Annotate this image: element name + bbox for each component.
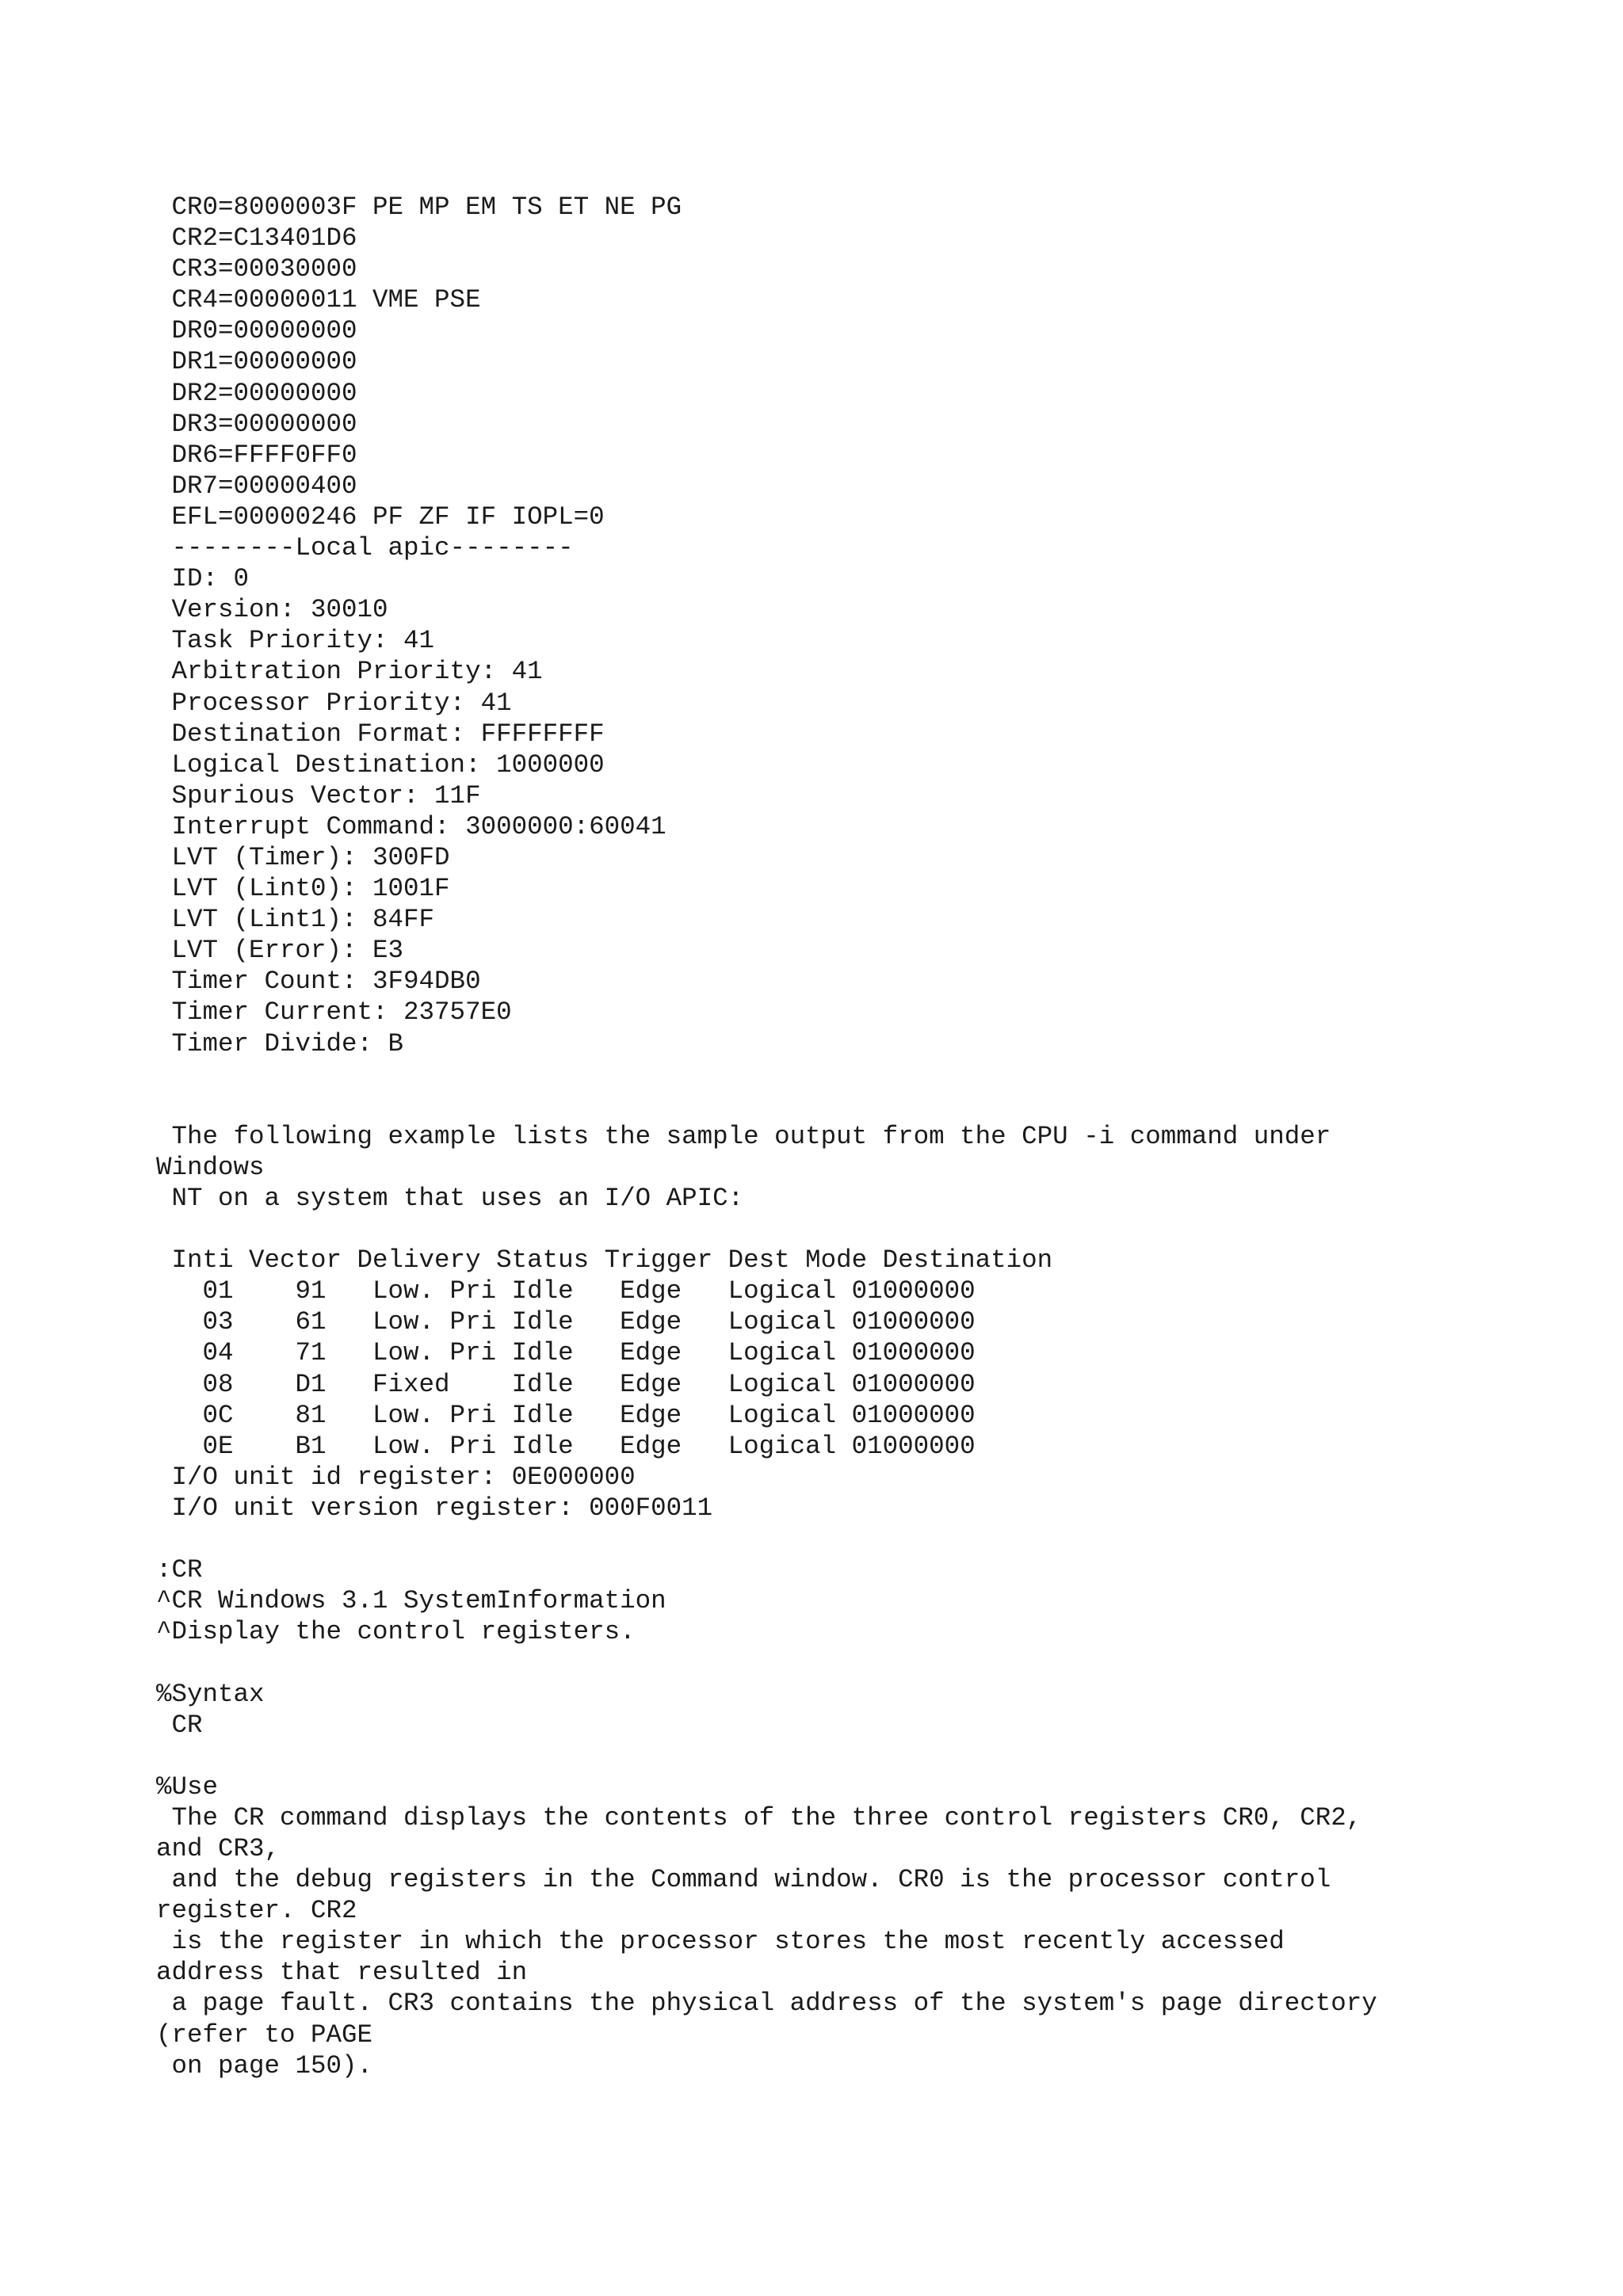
text-line: and the debug registers in the Command window. CR0 is the processor control (156, 1865, 1331, 1895)
text-line: DR2=00000000 (156, 378, 357, 408)
text-line (156, 1214, 1377, 1245)
text-line: 01 91 Low. Pri Idle Edge Logical 01000000 (156, 1276, 976, 1306)
text-line: I/O unit version register: 000F0011 (156, 1493, 713, 1523)
text-line: Version: 30010 (156, 595, 388, 625)
text-line: and CR3, (156, 1833, 281, 1863)
text-line: Spurious Vector: 11F (156, 780, 481, 810)
text-line (156, 1741, 1377, 1772)
text-line (156, 1090, 1377, 1121)
text-line: ID: 0 (156, 564, 250, 594)
text-line: CR4=00000011 VME PSE (156, 285, 481, 315)
text-line: is the register in which the processor stores the most recently accessed (156, 1927, 1285, 1957)
text-line: CR (156, 1710, 203, 1740)
text-line: NT on a system that uses an I/O APIC: (156, 1184, 744, 1213)
text-line: LVT (Error): E3 (156, 936, 404, 966)
text-line: DR0=00000000 (156, 316, 357, 346)
text-line: Logical Destination: 1000000 (156, 749, 605, 780)
text-line: ^CR Windows 3.1 SystemInformation (156, 1586, 666, 1616)
text-line: Timer Current: 23757E0 (156, 997, 512, 1028)
text-line: :CR (156, 1555, 203, 1585)
text-line: --------Local apic-------- (156, 533, 574, 563)
text-line: CR0=8000003F PE MP EM TS ET NE PG (156, 193, 682, 222)
text-line: Interrupt Command: 3000000:60041 (156, 811, 666, 841)
text-line: DR6=FFFF0FF0 (156, 440, 357, 470)
text-line: 08 D1 Fixed Idle Edge Logical 01000000 (156, 1369, 976, 1399)
text-line: 03 61 Low. Pri Idle Edge Logical 01000000 (156, 1307, 976, 1337)
text-line: LVT (Timer): 300FD (156, 842, 450, 872)
text-line: (refer to PAGE (156, 2019, 373, 2050)
text-line: %Use (156, 1772, 219, 1802)
text-line: 04 71 Low. Pri Idle Edge Logical 01000000 (156, 1338, 976, 1368)
text-line: register. CR2 (156, 1896, 357, 1926)
text-line: CR3=00030000 (156, 254, 357, 284)
text-line: 0C 81 Low. Pri Idle Edge Logical 01000000 (156, 1400, 976, 1430)
text-line: 0E B1 Low. Pri Idle Edge Logical 01000000 (156, 1431, 976, 1461)
text-line (156, 1647, 1377, 1678)
text-line: address that resulted in (156, 1958, 528, 1988)
text-line: ^Display the control registers. (156, 1617, 636, 1647)
text-line: Task Priority: 41 (156, 626, 435, 656)
text-line: Windows (156, 1152, 265, 1182)
text-line: Destination Format: FFFFFFFF (156, 719, 605, 749)
text-line: Arbitration Priority: 41 (156, 657, 543, 687)
text-line: DR3=00000000 (156, 409, 357, 439)
text-line: EFL=00000246 PF ZF IF IOPL=0 (156, 502, 605, 532)
text-line: Inti Vector Delivery Status Trigger Dest Mode Destination (156, 1245, 1053, 1276)
text-line: CR2=C13401D6 (156, 223, 357, 254)
text-line: I/O unit id register: 0E000000 (156, 1462, 636, 1492)
text-line: The CR command displays the contents of the three control registers CR0, CR2, (156, 1802, 1362, 1833)
text-line: DR1=00000000 (156, 347, 357, 377)
text-line: Processor Priority: 41 (156, 688, 512, 718)
text-line: %Syntax (156, 1679, 265, 1709)
text-line: Timer Divide: B (156, 1028, 404, 1058)
text-line: LVT (Lint1): 84FF (156, 905, 435, 935)
text-line: LVT (Lint0): 1001F (156, 874, 450, 904)
text-line: Timer Count: 3F94DB0 (156, 967, 481, 997)
text-line: DR7=00000400 (156, 471, 357, 501)
document-text (156, 192, 1377, 2081)
text-line (156, 1059, 1377, 1090)
text-line: on page 150). (156, 2050, 373, 2081)
text-line: The following example lists the sample output from the CPU -i command under (156, 1121, 1331, 1151)
text-line: a page fault. CR3 contains the physical address of the system's page directory (156, 1989, 1377, 2019)
text-line (156, 1524, 1377, 1554)
